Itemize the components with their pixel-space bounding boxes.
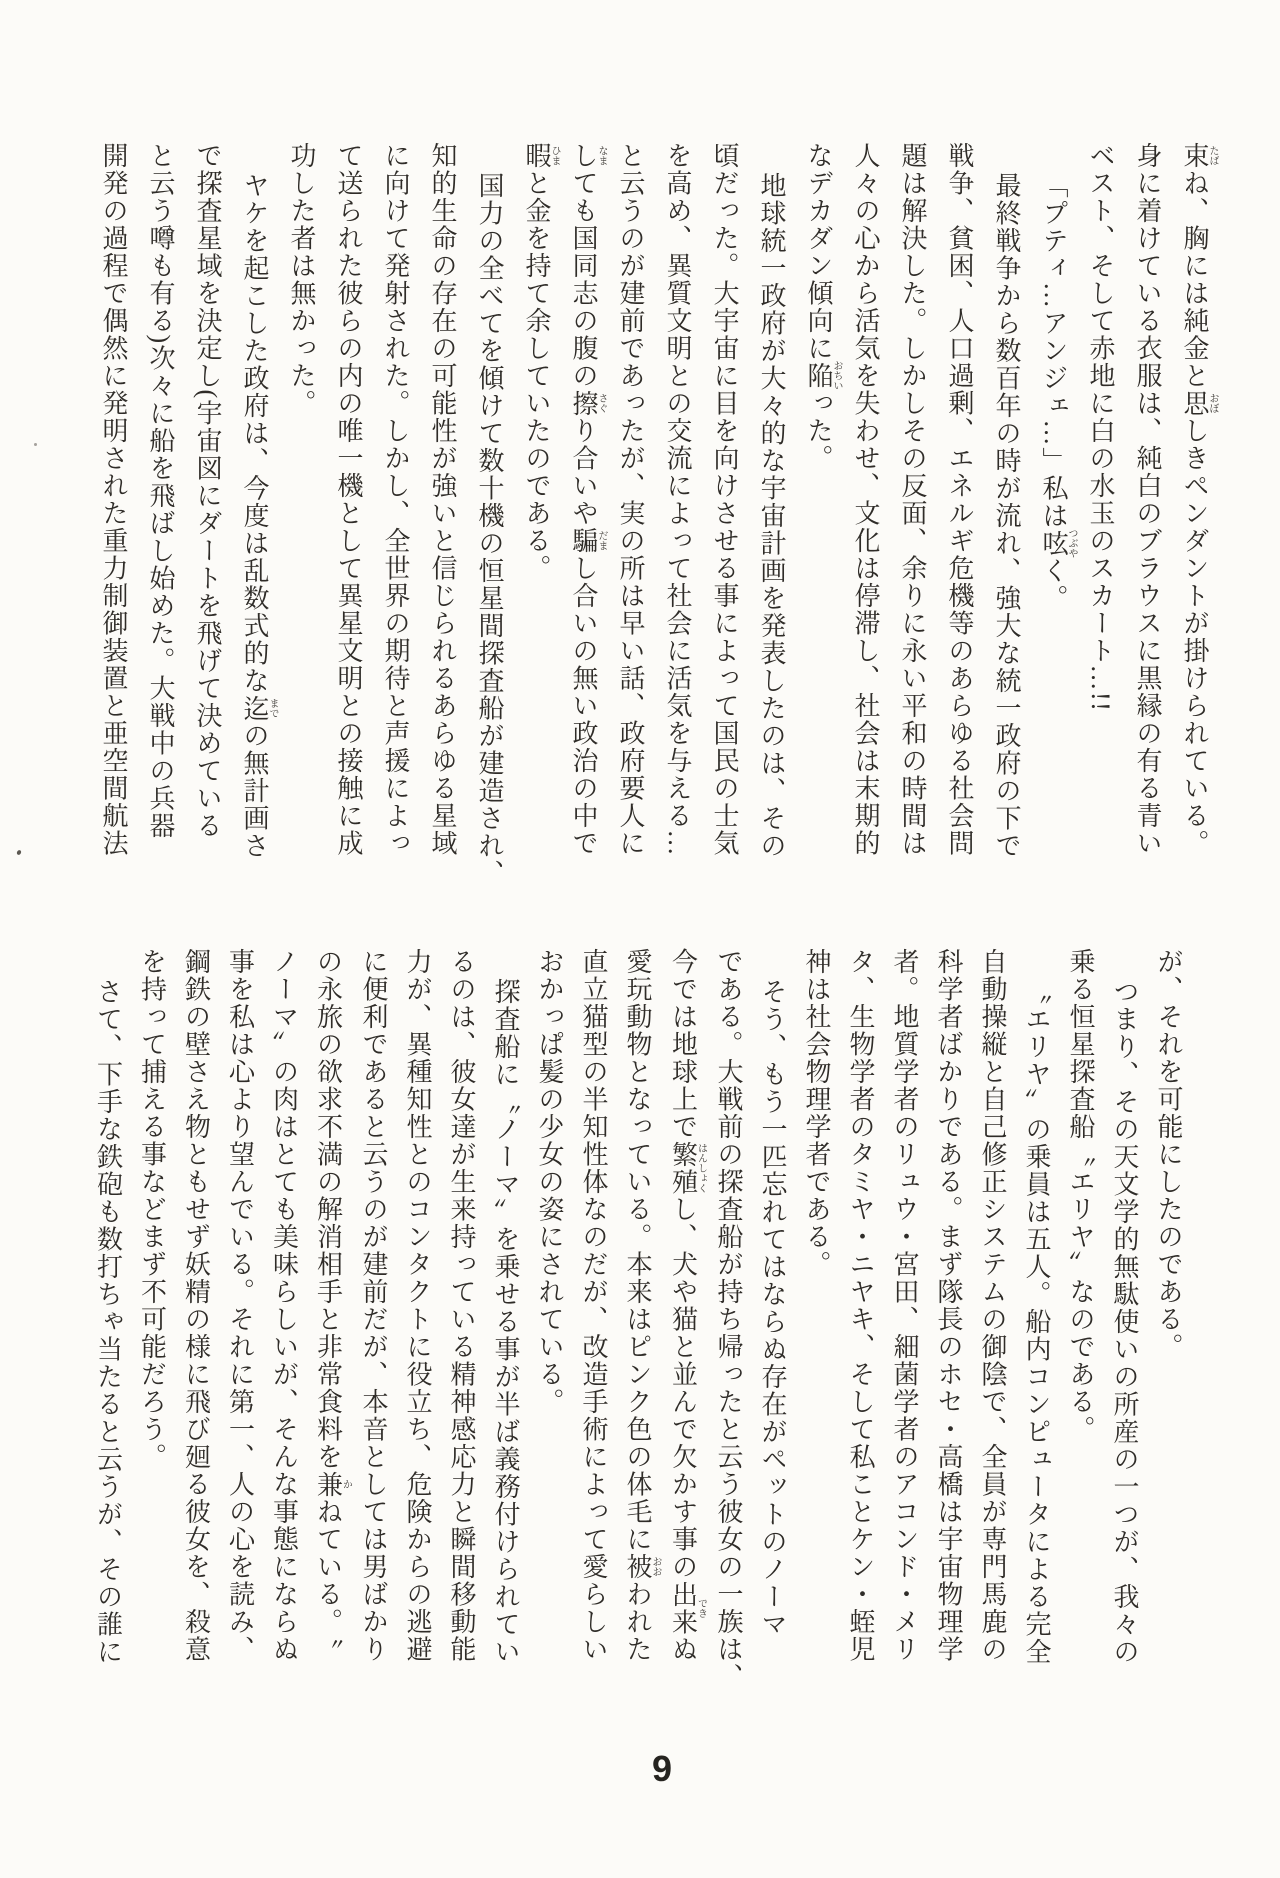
text-column: なデカダン傾向に陥おちいった。 bbox=[804, 142, 842, 472]
text-column: さて、下手な鉄砲も数打ちゃ当たると云うが、その誰に bbox=[93, 978, 123, 1666]
text-column: 乗る恒星探査船〝エリヤ〟なのである。 bbox=[1066, 948, 1095, 1443]
text-column: 今では地球上で繁殖はんしょくし、犬や猫と並んで欠かす事の出来できぬ bbox=[668, 948, 707, 1663]
text-column: 者。地質学者のリュウ・宮田、細菌学者のアコンド・メリ bbox=[890, 948, 919, 1663]
text-column: しなまても国同志の腹の擦さぐり合いや騙だまし合いの無い政治の中で bbox=[569, 142, 607, 857]
text-column: 力が、異種知性とのコンタクトに役立ち、危険からの逃避 bbox=[403, 948, 432, 1663]
text-column: ノーマ〟の肉はとても美味らしいが、そんな事態にならぬ bbox=[269, 948, 299, 1663]
text-column: 暇ひまと金を持て余していたのである。 bbox=[522, 142, 560, 582]
page-number: 9 bbox=[652, 1748, 673, 1789]
text-column: 戦争、貧困、人口過剰、エネルギ危機等のあらゆる社会問 bbox=[945, 142, 974, 857]
text-column: タ、生物学者のタミヤ・ニヤキ、そして私ことケン・蛭児 bbox=[846, 948, 875, 1663]
text-column: 知的生命の存在の可能性が強いと信じられるあらゆる星域 bbox=[428, 142, 457, 857]
text-column: 鋼鉄の壁さえ物ともせず妖精の様に飛び廻る彼女を、殺意 bbox=[181, 948, 211, 1663]
text-column: 自動操縦と自己修正システムの御陰で、全員が専門馬鹿の bbox=[978, 948, 1007, 1663]
text-column: て送られた彼らの内の唯一機として異星文明との接触に成 bbox=[334, 142, 363, 857]
text-block-top bbox=[90, 142, 1218, 894]
text-column: が、それを可能にしたのである。 bbox=[1154, 948, 1183, 1361]
text-column: 地球統一政府が大々的な宇宙計画を発表したのは、その bbox=[757, 172, 786, 860]
text-column: 題は解決した。しかしその反面、余りに永い平和の時間は bbox=[898, 142, 927, 857]
text-column: 事を私は心より望んでいる。それに第一、人の心を読み、 bbox=[225, 948, 255, 1663]
text-column: 探査船に〝ノーマ〟を乗せる事が半ば義務付けられてい bbox=[491, 978, 520, 1666]
text-column: 束たばね、胸には純金と思おぼしきペンダントが掛けられている。 bbox=[1180, 142, 1218, 857]
text-column: そう、もう一匹忘れてはならぬ存在がペットのノーマ bbox=[758, 978, 787, 1638]
text-column: 「プティ…アンジェ…」私は呟つぶやく。 bbox=[1039, 172, 1077, 612]
text-column: 身に着けている衣服は、純白のブラウスに黒縁の有る青い bbox=[1133, 142, 1162, 857]
text-column: 国力の全べてを傾けて数十機の恒星間探査船が建造され、 bbox=[475, 172, 504, 887]
text-column: おかっぱ髪の少女の姿にされている。 bbox=[535, 948, 564, 1416]
text-column: 科学者ばかりである。まず隊長のホセ・高橋は宇宙物理学 bbox=[934, 948, 963, 1663]
text-block-bottom bbox=[90, 948, 1190, 1740]
text-column: に向けて発射された。しかし、全世界の期待と声援によっ bbox=[381, 142, 410, 857]
text-column: るのは、彼女達が生来持っている精神感応力と瞬間移動能 bbox=[447, 948, 476, 1663]
text-column: 開発の過程で偶然に発明された重力制御装置と亜空間航法 bbox=[99, 142, 128, 857]
text-column: 直立猫型の半知性体なのだが、改造手術によって愛らしい bbox=[579, 948, 608, 1663]
text-column: ベスト、そして赤地に白の水玉のスカート…!! bbox=[1086, 142, 1115, 713]
text-column: である。大戦前の探査船が持ち帰ったと云う彼女の一族は、 bbox=[714, 948, 743, 1691]
text-column: 愛玩動物となっている。本来はピンク色の体毛に被おおわれた bbox=[623, 948, 661, 1663]
text-column: 頃だった。大宇宙に目を向けさせる事によって国民の士気 bbox=[710, 142, 739, 857]
text-column: 功した者は無かった。 bbox=[287, 142, 316, 417]
text-column: つまり、その天文学的無駄使いの所産の一つが、我々の bbox=[1110, 978, 1139, 1666]
text-column: で探査星域を決定し(宇宙図にダートを飛げて決めている bbox=[193, 142, 222, 840]
scan-speck bbox=[16, 849, 22, 855]
text-column: 神は社会物理学者である。 bbox=[802, 948, 831, 1278]
text-column: 最終戦争から数百年の時が流れ、強大な統一政府の下で bbox=[992, 172, 1021, 860]
text-column: と云う噂も有る)次々に船を飛ばし始めた。大戦中の兵器 bbox=[146, 142, 175, 840]
text-column: 人々の心から活気を失わせ、文化は停滞し、社会は末期的 bbox=[851, 142, 880, 857]
text-column: の永旅の欲求不満の解消相手と非常食料を兼かねている。〝 bbox=[313, 948, 352, 1650]
text-column: を持って捕える事などまず不可能だろう。 bbox=[137, 948, 167, 1471]
text-column: に便利であると云うのが建前だが、本音としては男ばかり bbox=[359, 948, 388, 1663]
text-column: ヤケを起こした政府は、今度は乱数式的な迄までの無計画さ bbox=[240, 172, 278, 860]
text-column: 〝エリヤ〟の乗員は五人。船内コンピュータによる完全 bbox=[1022, 978, 1051, 1666]
text-column: と云うのが建前であったが、実の所は早い話、政府要人に bbox=[616, 142, 645, 857]
text-column: を高め、異質文明との交流によって社会に活気を与える… bbox=[663, 142, 692, 857]
scan-speck bbox=[34, 443, 37, 446]
